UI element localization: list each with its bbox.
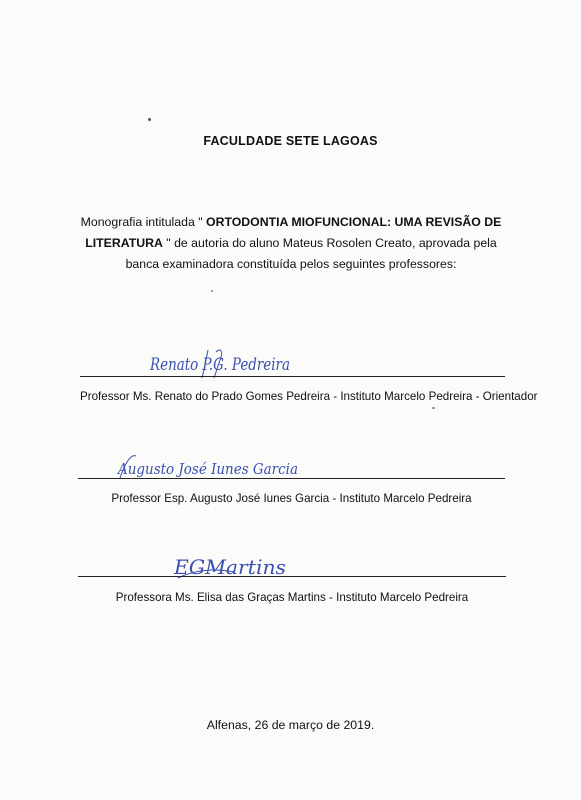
institution-heading: FACULDADE SETE LAGOAS: [203, 134, 378, 148]
handwritten-signature-examiner-2: [174, 548, 294, 584]
signature-block-examiner-1: [78, 444, 505, 514]
signature-examiner-2: [174, 548, 294, 584]
signature-examiner-2-text: EGMartins: [172, 555, 286, 579]
signature-block-examiner-2: [78, 546, 506, 616]
approval-statement-prefix: Monografia intitulada ": [80, 215, 206, 229]
signature-line-advisor: [80, 376, 505, 377]
scan-speck: [148, 118, 151, 121]
approval-statement-suffix: " de autoria do aluno Mateus Rosolen Creato, aprovada pela banca examinadora constituída pelos seguintes professores:: [125, 236, 497, 271]
signature-line-examiner-1: [78, 478, 505, 479]
scan-speck: [211, 290, 213, 292]
signature-caption-examiner-2: Professora Ms. Elisa das Graças Martins - Instituto Marcelo Pedreira: [115, 591, 469, 604]
signature-advisor-text: Renato P.G. Pedreira: [149, 355, 290, 375]
signature-line-examiner-2: [78, 576, 506, 577]
approval-statement: [76, 212, 506, 275]
signature-caption-examiner-1: Professor Esp. Augusto José Iunes Garcia - Instituto Marcelo Pedreira: [111, 492, 472, 505]
signature-caption-advisor: Professor Ms. Renato do Prado Gomes Pedreira - Instituto Marcelo Pedreira - Orientador: [80, 390, 538, 403]
signature-block-advisor: [80, 340, 538, 410]
handwritten-signature-advisor: [150, 346, 300, 380]
signature-advisor: [150, 346, 300, 380]
signature-examiner-1-text: Augusto José Iunes Garcia: [116, 460, 298, 478]
place-and-date: Alfenas, 26 de março de 2019.: [206, 718, 375, 732]
monograph-title: ORTODONTIA MIOFUNCIONAL: UMA REVISÃO DE LITERATURA: [85, 215, 502, 250]
